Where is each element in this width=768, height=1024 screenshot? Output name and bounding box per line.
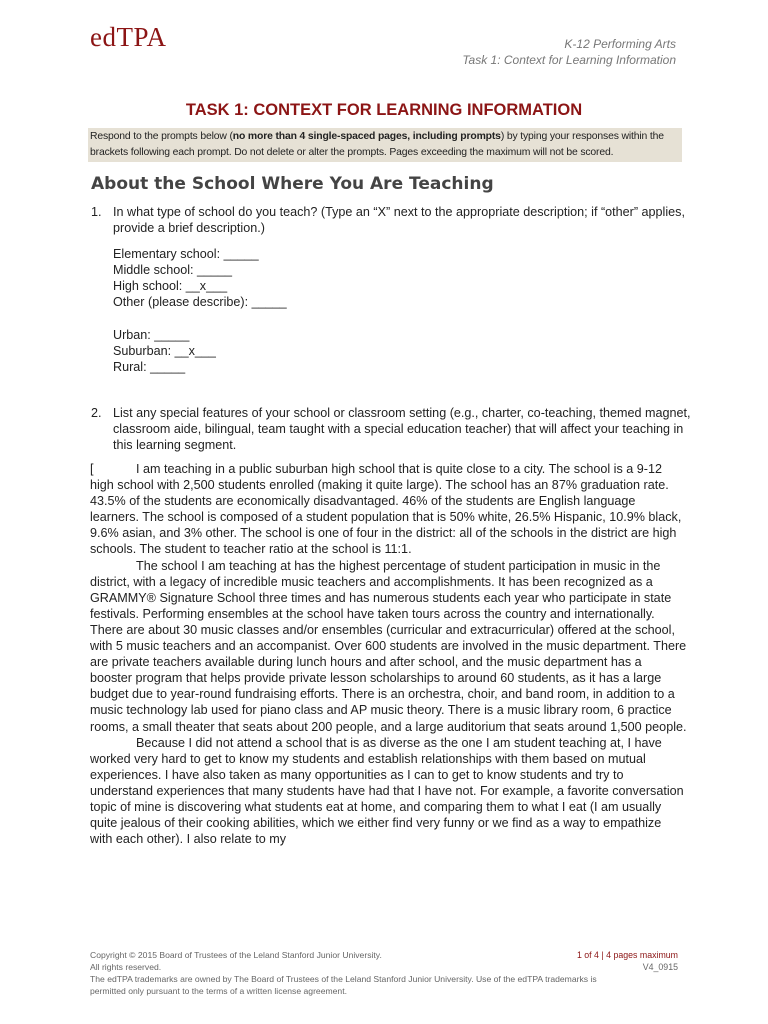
option-elementary[interactable]: Elementary school: _____ [113, 247, 259, 261]
footer-rights: All rights reserved. [90, 962, 162, 972]
instructions-part1: Respond to the prompts below ( [90, 131, 233, 142]
footer-page-info [577, 949, 678, 973]
header-subject: K-12 Performing Arts [564, 37, 676, 51]
instructions-part2: ) by typing your responses within the brackets following each prompt. Do not delete or alter the prompts. Pages exceeding the maximum will not be scored. [90, 131, 664, 158]
response-p1-text: I am teaching in a public suburban high school that is quite close to a city. The school is a 9-12 high school with 2,500 students enrolled (making it quite large). The school has an 87% graduation rate. 43.5% of the students are economically disadvantaged. 46% of the students are English language learners. The school is composed of a student population that is 50% white, 26.5% Hispanic, 10.9% black, 9.6% asian, and 3% other. The school is one of four in the district: all of the schools in the district are high schools. The student to teacher ratio at the school is 11:1. [90, 462, 682, 557]
page-count: 1 of 4 | 4 pages maximum [576, 950, 678, 960]
question-1 [91, 204, 691, 236]
question-text: List any special features of your school or classroom setting (e.g., charter, co-teaching, themed magnet, classroom aide, bilingual, team taught with a special education teacher) that will affect your teaching in this learning segment. [113, 406, 691, 453]
section-heading: About the School Where You Are Teaching [91, 174, 494, 194]
header-info [462, 36, 676, 68]
instructions-bold: no more than 4 single-spaced pages, including prompts [232, 131, 501, 142]
question-2 [91, 405, 691, 453]
response-text[interactable] [90, 461, 687, 847]
school-level-options [113, 246, 287, 310]
option-suburban[interactable]: Suburban: __x___ [113, 344, 216, 359]
response-paragraph-3: Because I did not attend a school that is as diverse as the one I am student teaching at, I have worked very hard to get to know my students and establish relationships with them based on mutual experiences. I have also taken as many opportunities as I can to get to know students and try to understand experiences that many students have had that I have not. For example, a favorite conversation topic of mine is discovering what students eat at home, and comparing them to what I eat (I am usually quite jealous of their cooking abilities, which we either find very funny or we find as a way to empathize with each other). I also relate to my [90, 735, 684, 847]
header-task: Task 1: Context for Learning Information [462, 53, 676, 67]
footer-trademark-1: The edTPA trademarks are owned by The Board of Trustees of the Leland Stanford Junior University. Use of the edTPA trademarks is [90, 974, 597, 984]
instructions-box [88, 128, 682, 162]
school-setting-options [113, 327, 216, 375]
question-number: 1. [91, 205, 102, 219]
option-rural[interactable]: Rural: _____ [113, 360, 186, 375]
open-bracket: [ [90, 462, 94, 476]
footer-copyright-line: Copyright © 2015 Board of Trustees of the Leland Stanford Junior University. [90, 950, 382, 960]
question-text: In what type of school do you teach? (Type an “X” next to the appropriate description; if “other” applies, provide a brief description.) [113, 205, 685, 236]
response-paragraph-2: The school I am teaching at has the highest percentage of student participation in music in the district, with a legacy of incredible music teachers and accomplishments. It has been recognized as a GRAMMY® Signature School three times and has numerous students each year who participate in state festivals. Performing ensembles at the school have taken tours across the country and internationally. There are about 30 music classes and/or ensembles (curricular and extracurricular) offered at the school, with 5 music teachers and an accompanist. Over 600 students are involved in the music department. There are private teachers available during lunch hours and after school, and the music department has a booster program that helps provide private lesson scholarships to around 60 students, as it has a large budget due to year-round fundraising efforts. There is an orchestra, choir, and band room, in addition to a music technology lab used for piano class and AP music theory. There is a music library room, 6 practice rooms, a small theater that seats about 200 people, and a large auditorium that seats around 1,500 people. [90, 558, 687, 734]
footer-trademark-2: permitted only pursuant to the terms of a written license agreement. [90, 986, 347, 996]
question-number: 2. [91, 406, 102, 420]
option-high[interactable]: High school: __x___ [113, 279, 228, 294]
response-paragraph-1 [90, 461, 687, 558]
edtpa-logo: edTPA [90, 22, 167, 52]
option-other[interactable]: Other (please describe): _____ [113, 295, 287, 310]
option-middle[interactable]: Middle school: _____ [113, 263, 233, 278]
option-urban[interactable]: Urban: _____ [113, 328, 190, 342]
version-label: V4_0915 [642, 962, 678, 972]
page-title: TASK 1: CONTEXT FOR LEARNING INFORMATION [185, 101, 583, 119]
